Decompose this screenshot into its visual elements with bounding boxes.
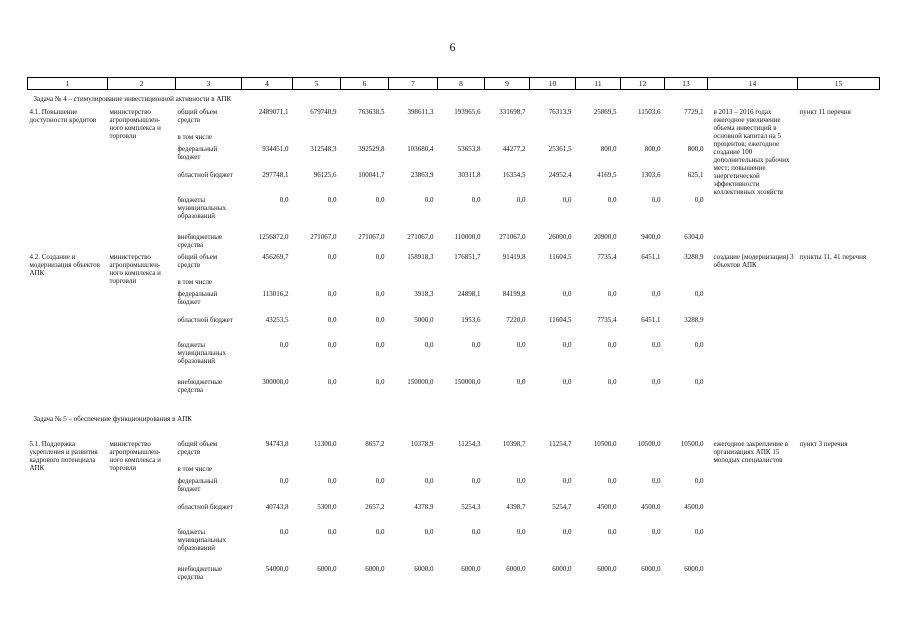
value-cell (485, 465, 530, 477)
table-row (28, 108, 880, 133)
value-cell (293, 133, 341, 145)
task-title: Задача № 4 – стимулирование инвестиционной активности в АПК (33, 95, 232, 103)
task-title: Задача № 5 – обеспечение функционирования в АПК (33, 415, 192, 423)
value-cell: 0,0 (516, 378, 526, 386)
value-cell (293, 278, 341, 290)
value-cell: 54000,0 (265, 565, 289, 573)
value-cell: 53653,8 (457, 145, 481, 153)
table-row (28, 253, 880, 278)
value-cell: 150000,0 (454, 378, 481, 386)
value-cell: 4378,9 (414, 503, 434, 511)
value-cell: 0,0 (327, 528, 337, 536)
value-cell: 110000,0 (454, 233, 481, 241)
value-cell: 113016,2 (262, 290, 289, 298)
value-cell (438, 133, 485, 145)
value-cell: 0,0 (375, 378, 385, 386)
value-cell: 392529,8 (358, 145, 385, 153)
column-header: 9 (485, 78, 530, 90)
value-cell: 1953,6 (461, 316, 481, 324)
value-cell: 331698,7 (499, 108, 526, 116)
value-cell: 0,0 (562, 196, 572, 204)
value-cell: 271067,0 (407, 233, 434, 241)
funding-source: областной бюджет (177, 171, 233, 179)
value-cell: 0,0 (375, 290, 385, 298)
table-row (28, 440, 880, 465)
value-cell (576, 278, 621, 290)
value-cell (665, 133, 708, 145)
value-cell: 1256872,0 (258, 233, 289, 241)
value-cell: 0,0 (279, 196, 289, 204)
value-cell: 76313,9 (548, 108, 572, 116)
column-header: 14 (708, 78, 798, 90)
value-cell: 0,0 (651, 477, 661, 485)
column-header: 7 (389, 78, 438, 90)
value-cell (665, 278, 708, 290)
value-cell: 0,0 (471, 528, 481, 536)
value-cell: 6000,0 (552, 565, 572, 573)
expected-result: создание (модернизация) 3 объектов АПК (713, 253, 794, 269)
value-cell: 0,0 (471, 477, 481, 485)
value-cell: 0,0 (562, 528, 572, 536)
page-number: 6 (449, 40, 456, 54)
value-cell: 26000,0 (548, 233, 572, 241)
value-cell: 7735,4 (597, 316, 617, 324)
value-cell: 0,0 (516, 528, 526, 536)
funding-source: в том числе (177, 465, 213, 473)
value-cell: 0,0 (471, 196, 481, 204)
value-cell: 40743,8 (265, 503, 289, 511)
value-cell: 25869,5 (593, 108, 617, 116)
value-cell: 0,0 (694, 290, 704, 298)
value-cell: 0,0 (607, 196, 617, 204)
value-cell: 297748,1 (262, 171, 289, 179)
value-cell (485, 278, 530, 290)
funding-source: внебюджетные средства (177, 233, 223, 249)
value-cell: 0,0 (327, 477, 337, 485)
value-cell (621, 465, 665, 477)
value-cell: 625,1 (687, 171, 704, 179)
measure-executor: министерство агропромышлен-ного комплекса и торговли (109, 253, 161, 285)
value-cell: 6000,0 (365, 565, 385, 573)
value-cell: 6451,1 (641, 253, 661, 261)
value-cell: 10500,0 (637, 440, 661, 448)
value-cell: 0,0 (562, 378, 572, 386)
expected-result: ежегодное закрепление в организациях АПК 15 молодых специалистов (713, 440, 789, 464)
column-header: 2 (108, 78, 176, 90)
value-cell: 30311,8 (458, 171, 481, 179)
funding-source: бюджеты муниципальных образований (177, 341, 226, 365)
value-cell: 3918,3 (414, 290, 434, 298)
funding-source: федеральный бюджет (177, 290, 218, 306)
value-cell: 96125,6 (313, 171, 337, 179)
value-cell: 2657,2 (365, 503, 385, 511)
value-cell: 679740,9 (310, 108, 337, 116)
column-header: 8 (438, 78, 485, 90)
funding-source: областной бюджет (177, 503, 233, 511)
value-cell: 91419,8 (502, 253, 526, 261)
funding-source: бюджеты муниципальных образований (177, 196, 226, 220)
value-cell: 0,0 (562, 290, 572, 298)
spacer-row (28, 398, 880, 410)
value-cell: 4169,5 (597, 171, 617, 179)
value-cell: 0,0 (694, 378, 704, 386)
value-cell: 0,0 (651, 290, 661, 298)
value-cell: 0,0 (516, 477, 526, 485)
reference: пункты 11, 41 перечня (799, 253, 867, 261)
value-cell: 6000,0 (506, 565, 526, 573)
value-cell (293, 465, 341, 477)
value-cell: 0,0 (424, 528, 434, 536)
value-cell: 5000,0 (414, 316, 434, 324)
value-cell: 0,0 (607, 477, 617, 485)
measure-name: 5.1. Поддержка укрепления и развития кадрового потенциала АПК (29, 440, 98, 472)
value-cell: 0,0 (279, 341, 289, 349)
value-cell: 43253,5 (265, 316, 289, 324)
value-cell: 312548,3 (310, 145, 337, 153)
program-table (27, 77, 880, 585)
value-cell (530, 133, 576, 145)
measure-name: 4.1. Повышение доступности кредитов (29, 108, 97, 124)
value-cell: 5254,7 (552, 503, 572, 511)
value-cell: 0,0 (607, 341, 617, 349)
value-cell (242, 278, 293, 290)
value-cell: 10500,0 (680, 440, 704, 448)
value-cell: 10500,0 (593, 440, 617, 448)
value-cell: 800,0 (687, 145, 704, 153)
value-cell (389, 465, 438, 477)
value-cell: 11503,6 (638, 108, 661, 116)
value-cell: 84199,8 (502, 290, 526, 298)
value-cell (665, 465, 708, 477)
value-cell (389, 278, 438, 290)
value-cell (576, 465, 621, 477)
value-cell: 800,0 (600, 145, 617, 153)
value-cell: 4500,0 (641, 503, 661, 511)
value-cell: 0,0 (471, 341, 481, 349)
value-cell: 7220,0 (506, 316, 526, 324)
value-cell: 0,0 (651, 528, 661, 536)
value-cell: 0,0 (375, 528, 385, 536)
value-cell: 23863,9 (410, 171, 434, 179)
value-cell: 0,0 (327, 316, 337, 324)
column-header: 11 (576, 78, 621, 90)
value-cell: 800,0 (644, 145, 661, 153)
value-cell: 193965,6 (454, 108, 481, 116)
funding-source: федеральный бюджет (177, 477, 218, 493)
value-cell: 0,0 (327, 196, 337, 204)
value-cell: 0,0 (516, 341, 526, 349)
value-cell: 0,0 (694, 341, 704, 349)
value-cell: 44277,2 (502, 145, 526, 153)
value-cell: 150000,0 (407, 378, 434, 386)
value-cell: 11604,5 (549, 316, 572, 324)
funding-source: общий объем средств (177, 440, 218, 456)
value-cell (341, 133, 389, 145)
value-cell: 0,0 (279, 477, 289, 485)
value-cell: 0,0 (694, 528, 704, 536)
value-cell: 0,0 (516, 196, 526, 204)
value-cell (341, 278, 389, 290)
value-cell: 300000,0 (262, 378, 289, 386)
value-cell (438, 278, 485, 290)
value-cell (530, 278, 576, 290)
value-cell (621, 133, 665, 145)
funding-source: общий объем средств (177, 108, 218, 124)
value-cell: 16354,5 (502, 171, 526, 179)
measure-executor: министерство агропромышлен-ного комплекса и торговли (109, 108, 161, 140)
column-header: 15 (798, 78, 880, 90)
value-cell: 0,0 (327, 290, 337, 298)
value-cell: 398611,3 (407, 108, 434, 116)
value-cell (530, 465, 576, 477)
value-cell: 0,0 (651, 341, 661, 349)
value-cell: 8657,2 (365, 440, 385, 448)
value-cell: 271067,0 (499, 233, 526, 241)
funding-source: внебюджетные средства (177, 378, 223, 394)
value-cell: 4500,0 (684, 503, 704, 511)
table-body (28, 90, 880, 586)
value-cell: 6000,0 (414, 565, 434, 573)
value-cell: 6000,0 (597, 565, 617, 573)
value-cell: 4398,7 (506, 503, 526, 511)
task-row (28, 410, 880, 428)
value-cell: 11604,5 (549, 253, 572, 261)
value-cell: 25361,5 (548, 145, 572, 153)
funding-source: общий объем средств (177, 253, 218, 269)
value-cell: 2489071,1 (258, 108, 289, 116)
value-cell (438, 465, 485, 477)
value-cell: 0,0 (694, 196, 704, 204)
column-header: 6 (341, 78, 389, 90)
value-cell: 0,0 (607, 290, 617, 298)
value-cell: 0,0 (327, 378, 337, 386)
value-cell: 0,0 (375, 477, 385, 485)
value-cell: 0,0 (424, 196, 434, 204)
value-cell: 0,0 (562, 477, 572, 485)
value-cell: 4500,0 (597, 503, 617, 511)
value-cell: 0,0 (375, 253, 385, 261)
value-cell: 7735,4 (597, 253, 617, 261)
measure-name: 4.2. Создание и модернизация объектов АПК (29, 253, 100, 277)
value-cell: 934451,0 (262, 145, 289, 153)
value-cell: 271067,0 (310, 233, 337, 241)
value-cell: 0,0 (375, 341, 385, 349)
value-cell: 9400,0 (641, 233, 661, 241)
value-cell (341, 465, 389, 477)
measure-executor: министерство агропромышлен-ного комплекса и торговли (109, 440, 161, 472)
column-header: 4 (242, 78, 293, 90)
value-cell: 271067,0 (358, 233, 385, 241)
value-cell: 0,0 (279, 528, 289, 536)
value-cell: 0,0 (562, 341, 572, 349)
value-cell: 11254,7 (549, 440, 572, 448)
value-cell (242, 133, 293, 145)
value-cell (621, 278, 665, 290)
column-header: 13 (665, 78, 708, 90)
reference: пункт 11 перечня (799, 108, 851, 116)
value-cell: 24898,1 (457, 290, 481, 298)
value-cell: 11300,0 (314, 440, 337, 448)
value-cell: 94743,8 (265, 440, 289, 448)
value-cell: 100041,7 (358, 171, 385, 179)
funding-source: федеральный бюджет (177, 145, 218, 161)
funding-source: бюджеты муниципальных образований (177, 528, 226, 552)
column-header: 12 (621, 78, 665, 90)
task-row (28, 90, 880, 109)
value-cell: 11254,3 (458, 440, 481, 448)
funding-source: в том числе (177, 133, 213, 141)
value-cell: 456269,7 (262, 253, 289, 261)
value-cell: 0,0 (607, 528, 617, 536)
funding-source: в том числе (177, 278, 213, 286)
value-cell: 24952,4 (548, 171, 572, 179)
value-cell: 103680,4 (407, 145, 434, 153)
value-cell: 7729,1 (684, 108, 704, 116)
value-cell: 10398,7 (502, 440, 526, 448)
value-cell: 6000,0 (641, 565, 661, 573)
expected-result: в 2013 – 2016 годах ежегодное увеличение объема инвестиций в основной капитал на 5 процентов; ежегодное создание 100 дополнительных рабочих мест; повышение энергетической эффективности коллективных хозяйств (713, 108, 790, 196)
value-cell: 3288,9 (684, 253, 704, 261)
value-cell: 0,0 (694, 477, 704, 485)
value-cell (389, 133, 438, 145)
value-cell: 6000,0 (461, 565, 481, 573)
header-row (28, 78, 880, 90)
value-cell: 1303,6 (641, 171, 661, 179)
value-cell: 6000,0 (317, 565, 337, 573)
value-cell: 763638,5 (358, 108, 385, 116)
value-cell: 0,0 (651, 378, 661, 386)
value-cell: 0,0 (375, 196, 385, 204)
value-cell: 0,0 (327, 341, 337, 349)
value-cell (485, 133, 530, 145)
value-cell: 0,0 (327, 253, 337, 261)
value-cell: 6451,1 (641, 316, 661, 324)
column-header: 1 (28, 78, 108, 90)
value-cell (576, 133, 621, 145)
value-cell: 10378,9 (410, 440, 434, 448)
value-cell: 0,0 (424, 477, 434, 485)
value-cell: 158918,3 (407, 253, 434, 261)
reference: пункт 3 перечня (799, 440, 848, 448)
value-cell: 5254,3 (461, 503, 481, 511)
value-cell: 0,0 (375, 316, 385, 324)
column-header: 3 (176, 78, 242, 90)
funding-source: внебюджетные средства (177, 565, 223, 581)
value-cell: 0,0 (651, 196, 661, 204)
spacer-row (28, 428, 880, 440)
column-header: 5 (293, 78, 341, 90)
value-cell: 20900,0 (593, 233, 617, 241)
column-header: 10 (530, 78, 576, 90)
value-cell: 176851,7 (454, 253, 481, 261)
value-cell: 0,0 (424, 341, 434, 349)
value-cell: 6304,0 (684, 233, 704, 241)
value-cell: 6000,0 (684, 565, 704, 573)
value-cell: 0,0 (607, 378, 617, 386)
value-cell: 3288,9 (684, 316, 704, 324)
funding-source: областной бюджет (177, 316, 233, 324)
value-cell (242, 465, 293, 477)
value-cell: 5300,0 (317, 503, 337, 511)
